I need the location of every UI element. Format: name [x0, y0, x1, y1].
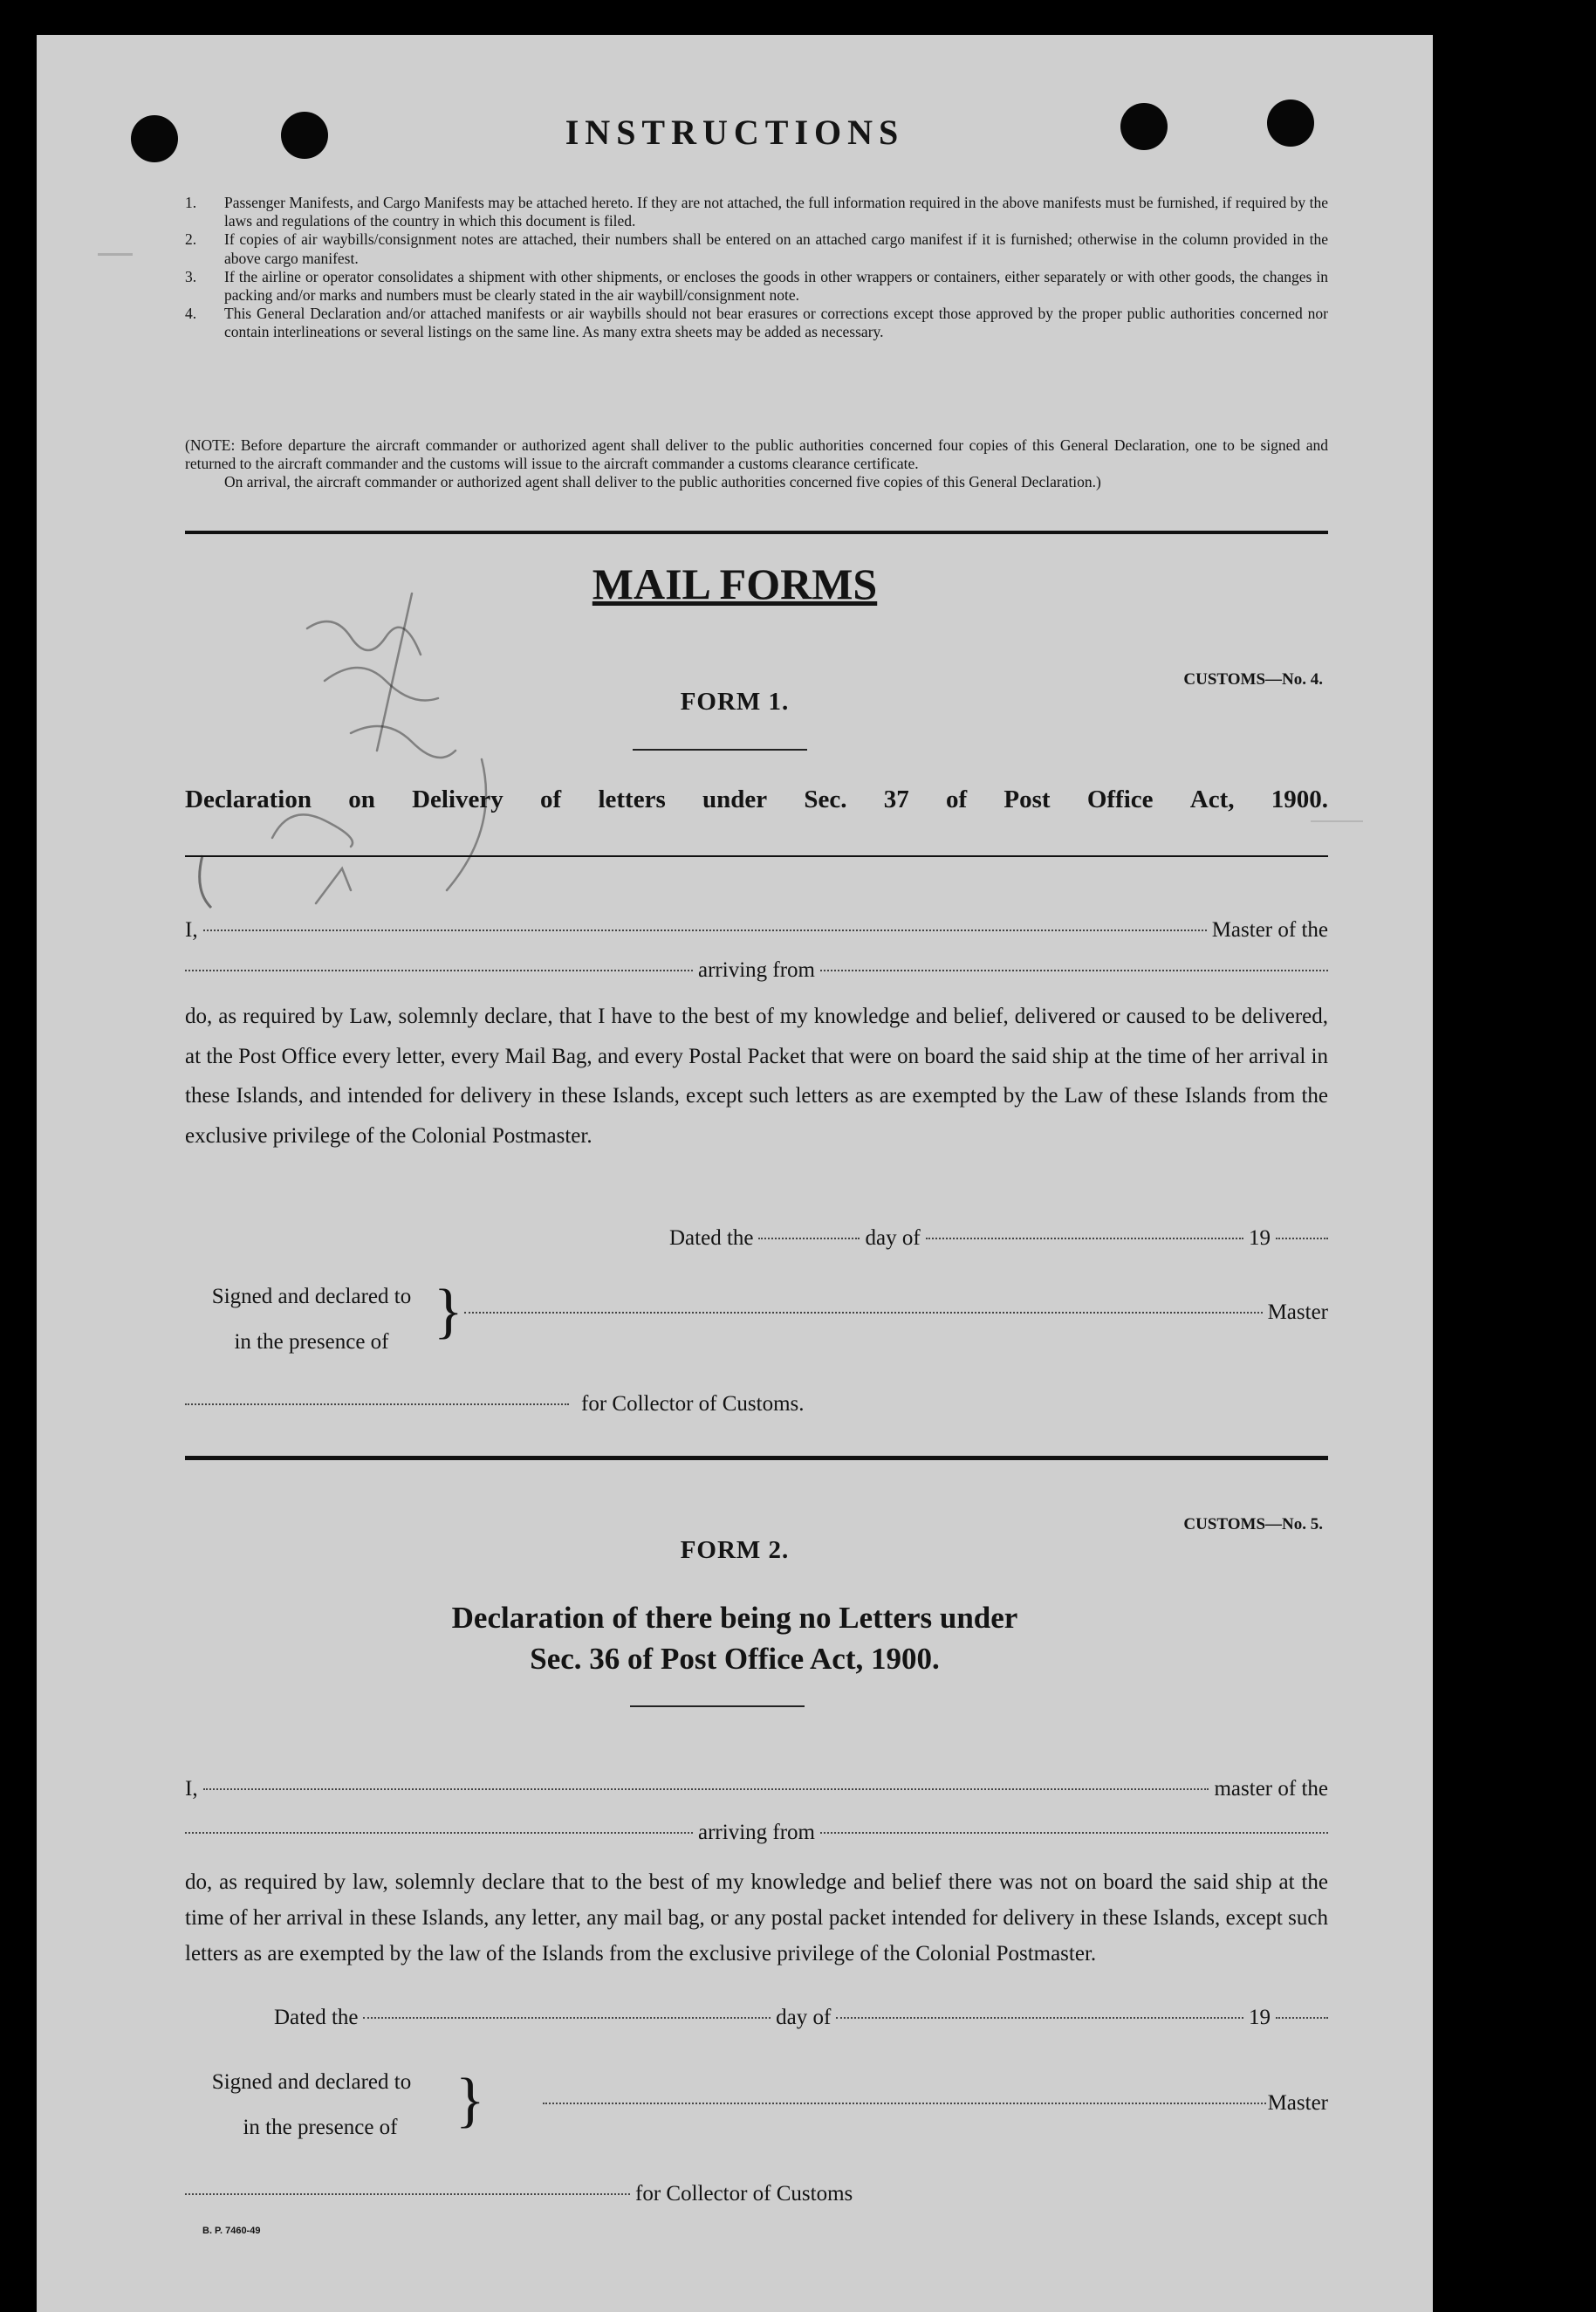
- heading-word: Post: [1003, 786, 1051, 813]
- instruction-number: 4.: [185, 305, 197, 323]
- instruction-item: [185, 305, 1328, 341]
- form1-arriving-from-field[interactable]: [820, 970, 1328, 971]
- form2-signed-label: [185, 2060, 438, 2151]
- form1-collector-signature-field[interactable]: [185, 1403, 569, 1405]
- form1-day-of-label: day of: [865, 1226, 921, 1250]
- form2-date-day-field[interactable]: [363, 2017, 771, 2019]
- form2-title: [37, 1597, 1433, 1679]
- heading-word: Declaration: [185, 786, 312, 813]
- form1-arriving-line: [185, 958, 1328, 983]
- form1-month-field[interactable]: [926, 1238, 1243, 1239]
- instruction-number: 2.: [185, 230, 197, 249]
- form2-collector-signature-field[interactable]: [185, 2193, 630, 2195]
- instructions-note: [185, 436, 1328, 492]
- form1-signed-line2: in the presence of: [234, 1330, 389, 1354]
- form2-i-label: I,: [185, 1777, 198, 1801]
- heading-word: 37: [883, 786, 909, 813]
- instruction-text: This General Declaration and/or attached manifests or air waybills should not bear erasures or corrections except those approved by the proper public authorities concerned nor contain interlineations or several listings on the same line. As many extra sheets may be added as necessary.: [224, 305, 1328, 341]
- form2-declaration-text: do, as required by law, solemnly declare that to the best of my knowledge and belief there was not on board the said ship at the time of her arrival in these Islands, any letter, any mail bag, or any postal packet intended for delivery in these Islands, except such letters as are exempted by the law of the Islands from the exclusive privilege of the Colonial Postmaster.: [185, 1870, 1328, 1966]
- section-divider: [185, 531, 1328, 534]
- form1-arriving-from-label: arriving from: [698, 958, 815, 982]
- form2-arriving-from-label: arriving from: [698, 1821, 815, 1844]
- instructions-note-departure: (NOTE: Before departure the aircraft commander or authorized agent shall deliver to the public authorities concerned four copies of this General Declaration, one to be signed and returned to the aircraft commander and the customs will issue to the aircraft commander a customs clearance certificate.: [185, 436, 1328, 473]
- form2-master-of-label: master of the: [1214, 1777, 1328, 1801]
- form1-declaration-text: do, as required by Law, solemnly declare, that I have to the best of my knowledge and belief, delivered or caused to be delivered, at the Post Office every letter, every Mail Bag, and every Postal Packet that were on board the said ship at the time of her arrival in these Islands, and intended for delivery in these Islands, except such letters as are exempted by the Law of these Islands from the exclusive privilege of the Colonial Postmaster.: [185, 1005, 1328, 1148]
- form-divider: [185, 1456, 1328, 1460]
- pencil-annotation-icon: [150, 559, 639, 960]
- form1-master-label: Master: [1267, 1300, 1328, 1324]
- form1-witness-signature-field[interactable]: [464, 1312, 1263, 1314]
- form2-collector-line: [185, 2182, 1328, 2206]
- instructions-title: INSTRUCTIONS: [565, 113, 905, 152]
- form1-signature-line: [464, 1300, 1328, 1325]
- form1-dated-line: [669, 1226, 1328, 1251]
- document-page: [37, 35, 1433, 2312]
- form1-master-name-field[interactable]: [203, 930, 1207, 931]
- heading-word: of: [540, 786, 562, 813]
- form1-collector-label: for Collector of Customs.: [581, 1392, 805, 1416]
- instructions-list: [185, 194, 1328, 342]
- form2-title-underline: [630, 1705, 805, 1707]
- form2-master-name-field[interactable]: [203, 1788, 1209, 1790]
- form2-customs-ref: CUSTOMS—No. 5.: [1183, 1515, 1323, 1533]
- mail-forms-title: MAIL FORMS: [592, 559, 878, 608]
- form2-title-line2: Sec. 36 of Post Office Act, 1900.: [530, 1642, 940, 1676]
- form1-year-field[interactable]: [1276, 1238, 1328, 1239]
- form1-collector-line: [185, 1392, 1328, 1417]
- form1-i-label: I,: [185, 918, 198, 942]
- printer-mark: B. P. 7460-49: [202, 2226, 261, 2236]
- instruction-item: [185, 230, 1328, 267]
- heading-word: on: [348, 786, 375, 813]
- heading-word: letters: [598, 786, 666, 813]
- instruction-item: [185, 194, 1328, 230]
- instruction-number: 1.: [185, 194, 197, 211]
- instructions-note-arrival: On arrival, the aircraft commander or authorized agent shall deliver to the public authorities concerned five copies of this General Declaration.): [224, 473, 1101, 491]
- instruction-text: Passenger Manifests, and Cargo Manifests may be attached hereto. If they are not attached, the full information required in the above manifests must be furnished, if required by the laws and regulations of the country in which this document is filed.: [224, 194, 1328, 230]
- form2-master-line: [185, 1777, 1328, 1801]
- bleed-through-texture: [1311, 820, 1363, 822]
- form1-heading-underline: [185, 855, 1328, 857]
- heading-word: Office: [1086, 786, 1154, 813]
- form2-signed-line1: Signed and declared to: [211, 2070, 412, 2094]
- form1-brace: }: [434, 1278, 463, 1345]
- bleed-through-texture: [98, 227, 133, 256]
- form2-day-of-label: day of: [776, 2006, 832, 2029]
- form2-label: FORM 2.: [680, 1536, 790, 1564]
- form1-heading: [185, 786, 1328, 814]
- form2-dated-label: Dated the: [274, 2006, 359, 2029]
- heading-word: under: [702, 786, 768, 813]
- form1-year-prefix: 19: [1249, 1226, 1271, 1250]
- form2-signed-line2: in the presence of: [243, 2116, 398, 2139]
- form1-label-underline: [633, 749, 807, 751]
- form2-brace: }: [456, 2067, 485, 2134]
- instruction-item: [185, 268, 1328, 305]
- form2-arriving-from-field[interactable]: [820, 1832, 1328, 1834]
- heading-word: of: [946, 786, 968, 813]
- form2-year-prefix: 19: [1249, 2006, 1271, 2029]
- heading-word: 1900.: [1271, 786, 1328, 813]
- instruction-number: 3.: [185, 267, 197, 285]
- heading-word: Sec.: [804, 786, 847, 813]
- form1-customs-ref: CUSTOMS—No. 4.: [1183, 670, 1323, 689]
- form2-dated-line: [274, 2006, 1328, 2030]
- form2-year-field[interactable]: [1276, 2017, 1328, 2019]
- form1-master-line: [185, 918, 1328, 943]
- form2-witness-signature-field[interactable]: [543, 2103, 1266, 2104]
- form1-label: FORM 1.: [680, 688, 790, 716]
- heading-word: Act,: [1189, 786, 1235, 813]
- form1-master-of-label: Master of the: [1211, 918, 1328, 942]
- form1-ship-name-field[interactable]: [185, 970, 693, 971]
- form2-month-field[interactable]: [836, 2017, 1243, 2019]
- form2-signature-line: [543, 2091, 1328, 2116]
- heading-word: Delivery: [412, 786, 503, 813]
- form2-arriving-line: [185, 1821, 1328, 1845]
- form1-signed-label: [185, 1274, 438, 1365]
- form1-signed-line1: Signed and declared to: [211, 1285, 412, 1308]
- form2-master-label: Master: [1267, 2091, 1328, 2115]
- instruction-text: If the airline or operator consolidates a shipment with other shipments, or encloses the goods in other wrappers or containers, either separately or with other goods, the changes in packing and/or marks and numbers must be clearly stated in the air waybill/consignment note.: [224, 267, 1328, 305]
- form1-dated-label: Dated the: [669, 1226, 754, 1250]
- instruction-text: If copies of air waybills/consignment notes are attached, their numbers shall be entered on an attached cargo manifest if it is furnished; otherwise in the column provided in the above cargo manifest.: [224, 230, 1328, 267]
- form2-title-line1: Declaration of there being no Letters under: [451, 1601, 1018, 1635]
- form2-ship-name-field[interactable]: [185, 1832, 693, 1834]
- form2-collector-label: for Collector of Customs: [635, 2182, 853, 2206]
- form1-date-day-field[interactable]: [758, 1238, 860, 1239]
